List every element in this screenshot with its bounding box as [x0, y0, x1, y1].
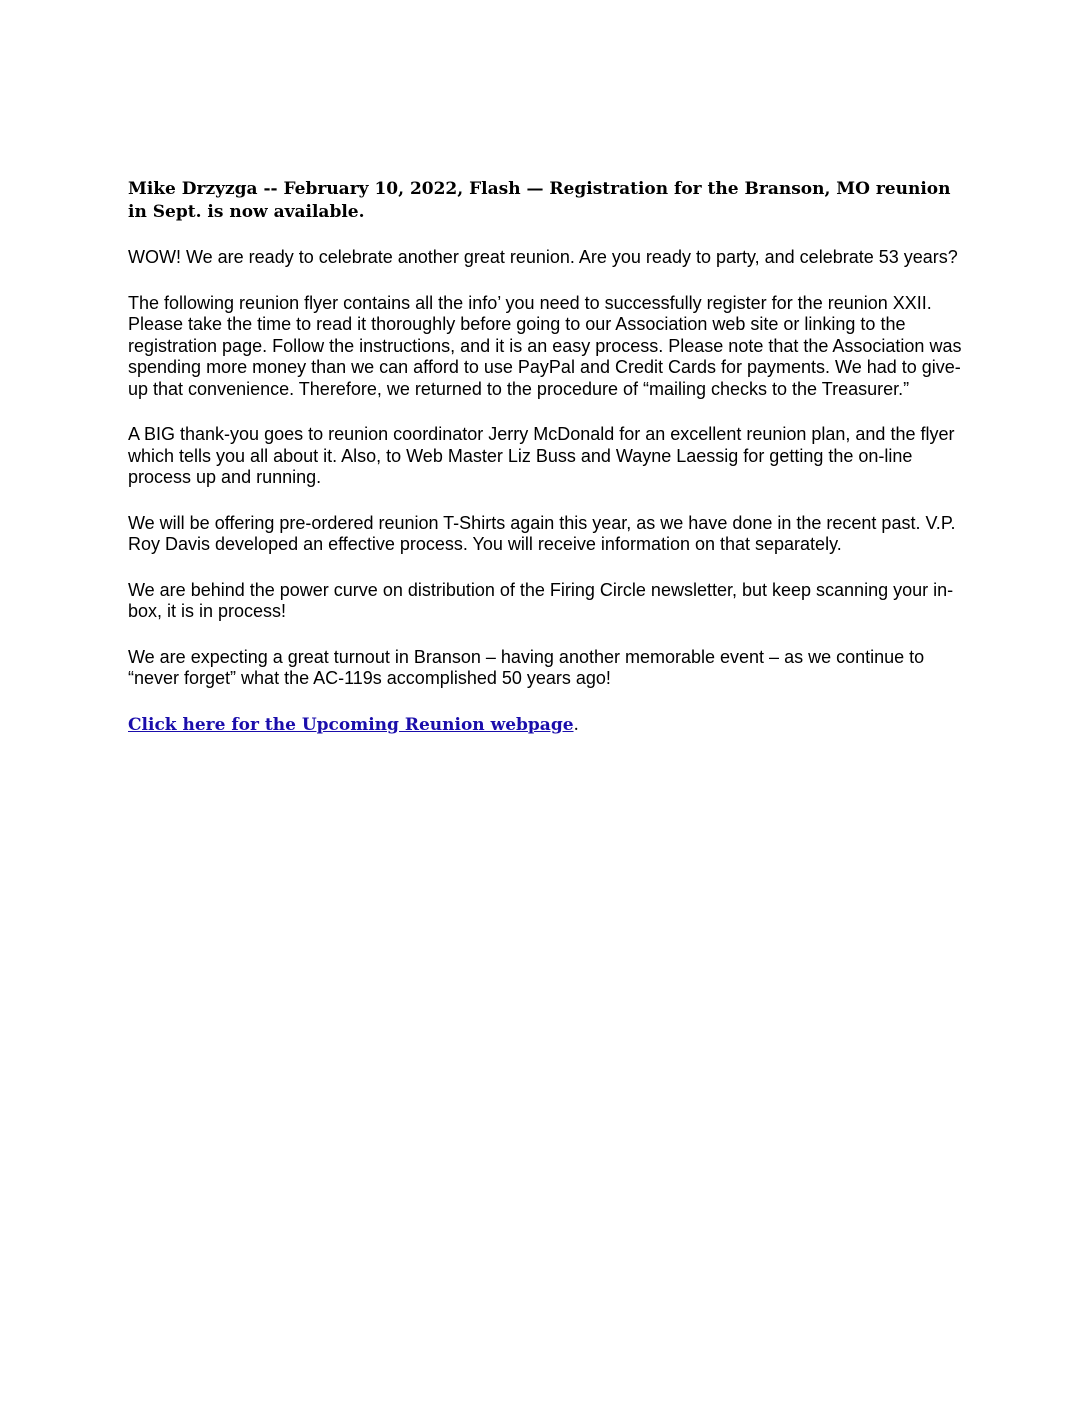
paragraph-turnout: We are expecting a great turnout in Branson – having another memorable event – as we continue to “never forget” what the AC-119s accomplished 50 years ago!	[128, 646, 925, 688]
paragraph-thanks: A BIG thank-you goes to reunion coordinator Jerry McDonald for an excellent reunion plan, and the flyer which tells you all about it. Also, to Web Master Liz Buss and Wayne Laessig for getting the on-line process up and running.	[128, 424, 955, 487]
paragraph-tshirts: We will be offering pre-ordered reunion T-Shirts again this year, as we have done in the recent past. V.P. Roy Davis developed an effective process. You will receive information on that separately.	[128, 512, 956, 554]
link-trailing-period: .	[573, 714, 579, 735]
reunion-link-line	[128, 714, 962, 737]
paragraph-newsletter: We are behind the power curve on distribution of the Firing Circle newsletter, but keep scanning your in-box, it is in process!	[128, 579, 954, 621]
headline: Mike Drzyzga -- February 10, 2022, Flash — Registration for the Branson, MO reunion in Sept. is now available.	[128, 179, 951, 222]
upcoming-reunion-link[interactable]: Click here for the Upcoming Reunion webpage	[128, 714, 574, 735]
document-body	[128, 178, 962, 737]
paragraph-intro: WOW! We are ready to celebrate another great reunion. Are you ready to party, and celebrate 53 years?	[128, 247, 958, 267]
paragraph-flyer-info: The following reunion flyer contains all the info’ you need to successfully register for the reunion XXII. Please take the time to read it thoroughly before going to our Association web site or linking to the registration page. Follow the instructions, and it is an easy process. Please note that the Association was spending more money than we can afford to use PayPal and Credit Cards for payments. We had to give-up that convenience. Therefore, we returned to the procedure of “mailing checks to the Treasurer.”	[128, 292, 962, 399]
